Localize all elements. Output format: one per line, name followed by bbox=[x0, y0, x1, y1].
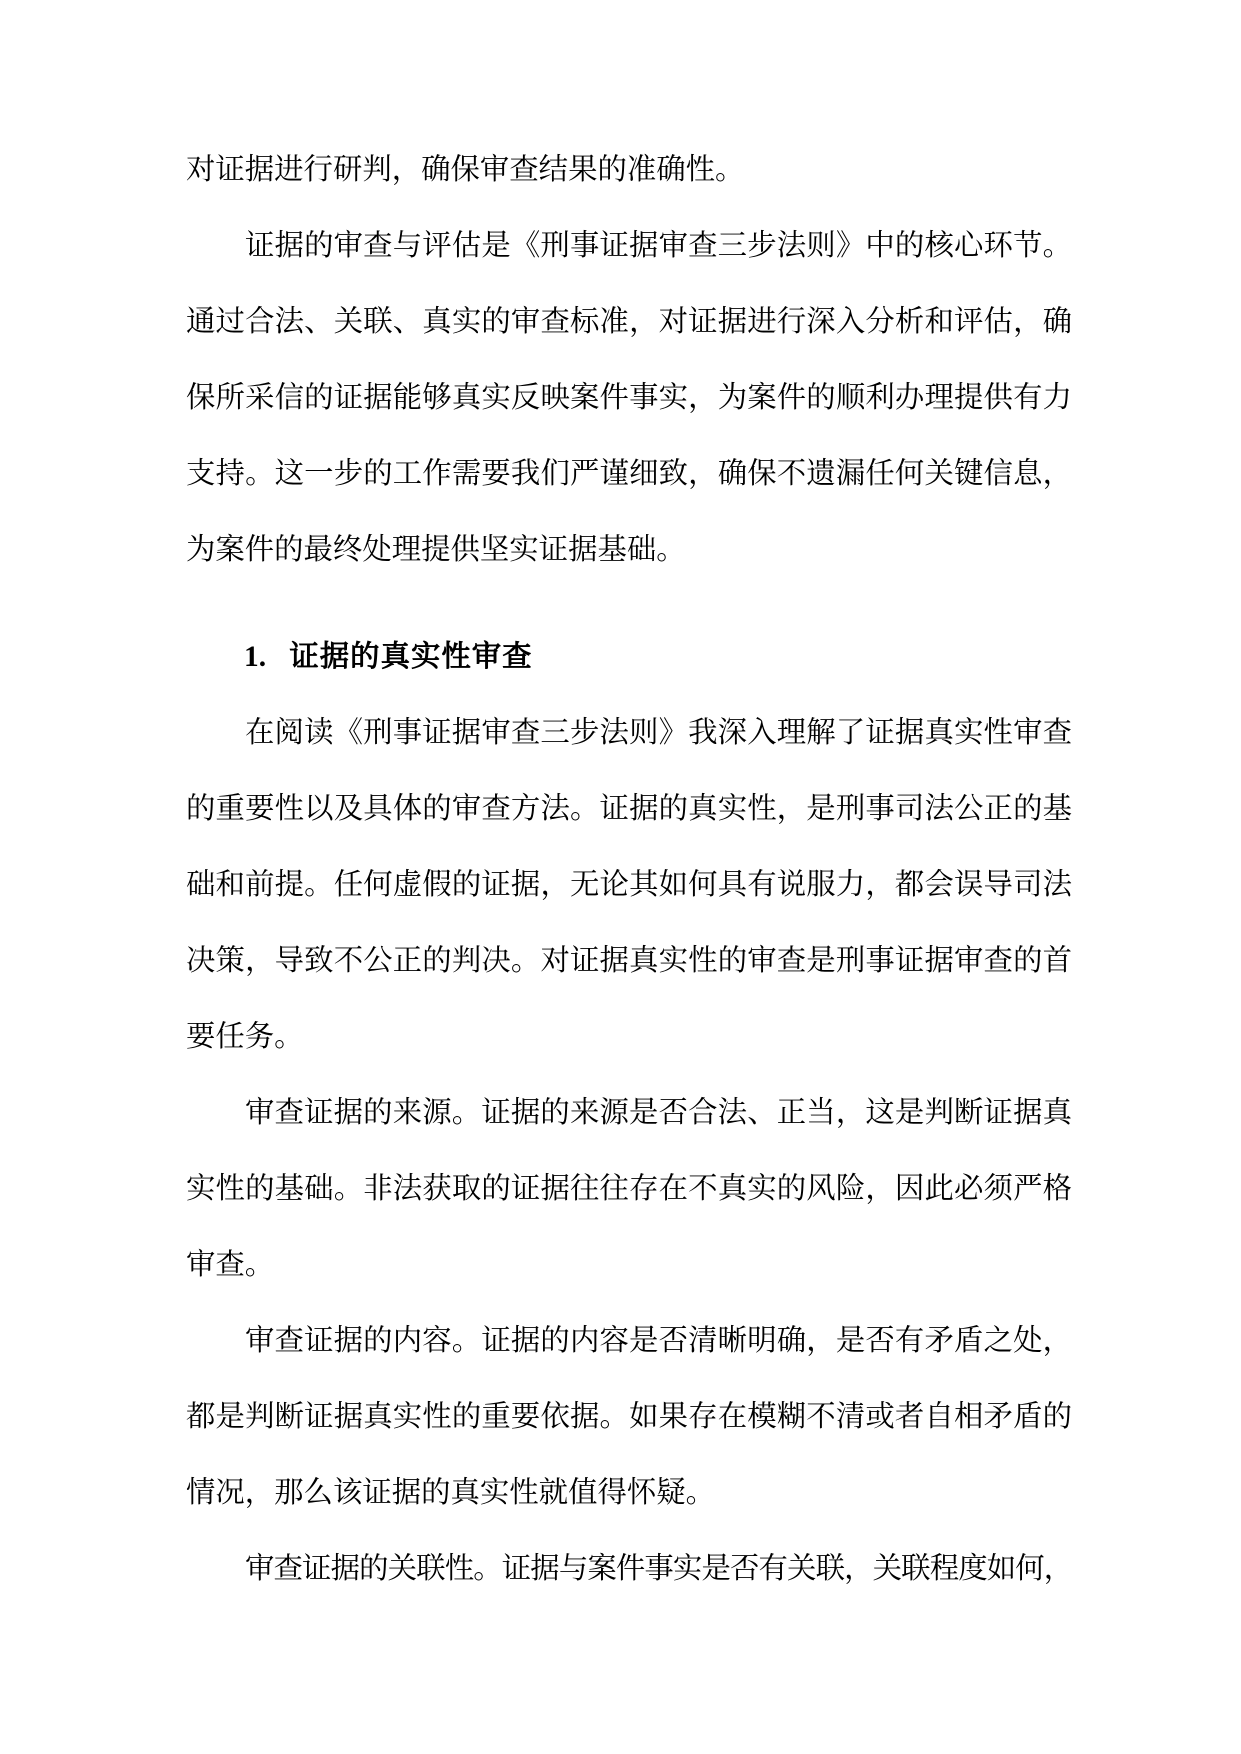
paragraph-line: 础和前提。任何虚假的证据，无论其如何具有说服力，都会误导司法 bbox=[186, 869, 1072, 901]
paragraph-line: 都是判断证据真实性的重要依据。如果存在模糊不清或者自相矛盾的 bbox=[186, 1401, 1072, 1433]
paragraph-line: 为案件的最终处理提供坚实证据基础。 bbox=[186, 534, 686, 566]
section-heading-title: 证据的真实性审查 bbox=[289, 641, 533, 673]
section-heading-number: 1. bbox=[244, 641, 267, 673]
paragraph-line: 审查。 bbox=[186, 1249, 275, 1281]
paragraph-line: 情况，那么该证据的真实性就值得怀疑。 bbox=[186, 1477, 716, 1509]
paragraph-line: 审查证据的关联性。证据与案件事实是否有关联，关联程度如何， bbox=[245, 1553, 1072, 1585]
paragraph-line: 决策，导致不公正的判决。对证据真实性的审查是刑事证据审查的首 bbox=[186, 945, 1072, 977]
paragraph-line: 审查证据的来源。证据的来源是否合法、正当，这是判断证据真 bbox=[245, 1097, 1072, 1129]
paragraph-line: 实性的基础。非法获取的证据往往存在不真实的风险，因此必须严格 bbox=[186, 1173, 1072, 1205]
paragraph-line: 保所采信的证据能够真实反映案件事实，为案件的顺利办理提供有力 bbox=[186, 382, 1072, 414]
paragraph-line: 支持。这一步的工作需要我们严谨细致，确保不遗漏任何关键信息， bbox=[186, 458, 1072, 490]
paragraph-line: 通过合法、关联、真实的审查标准，对证据进行深入分析和评估，确 bbox=[186, 306, 1072, 338]
section-heading bbox=[186, 619, 1072, 695]
paragraph-line: 在阅读《刑事证据审查三步法则》我深入理解了证据真实性审查 bbox=[245, 717, 1072, 749]
paragraph-line: 的重要性以及具体的审查方法。证据的真实性，是刑事司法公正的基 bbox=[186, 793, 1072, 825]
paragraph-line: 要任务。 bbox=[186, 1021, 304, 1053]
paragraph-line: 证据的审查与评估是《刑事证据审查三步法则》中的核心环节。 bbox=[245, 230, 1072, 262]
page-content bbox=[186, 132, 1072, 1607]
paragraph-line: 审查证据的内容。证据的内容是否清晰明确，是否有矛盾之处， bbox=[245, 1325, 1072, 1357]
paragraph-line: 对证据进行研判，确保审查结果的准确性。 bbox=[186, 154, 745, 186]
